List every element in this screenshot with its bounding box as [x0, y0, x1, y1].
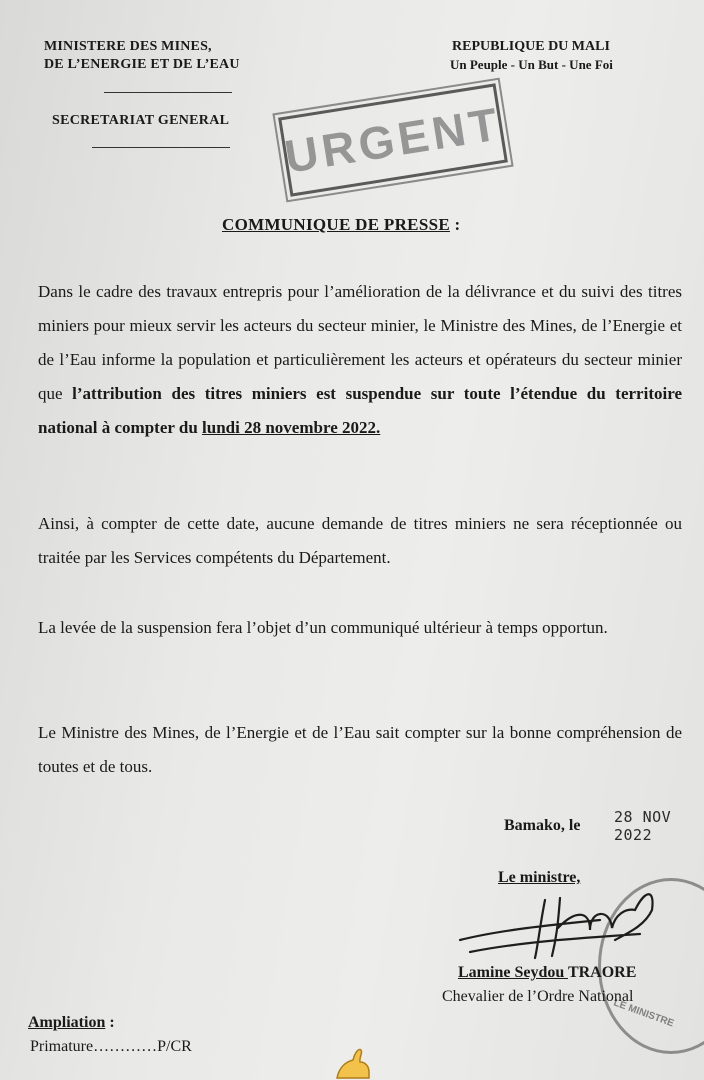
signatory-name — [458, 964, 636, 982]
title-label: COMMUNIQUE DE PRESSE — [222, 215, 450, 234]
signatory-last-name: TRAORE — [567, 964, 637, 981]
ampliation-label — [28, 1014, 115, 1032]
urgent-stamp: URGENT — [278, 83, 508, 196]
secretariat-general: SECRETARIAT GENERAL — [52, 113, 230, 128]
ampliation-word: Ampliation — [28, 1014, 106, 1031]
paragraph-announcement — [38, 275, 682, 445]
hand-emoji-icon — [333, 1044, 373, 1080]
place-line: Bamako, le — [504, 817, 581, 834]
date-stamp: 28 NOV 2022 — [614, 808, 672, 844]
announcement-text: Dans le cadre des travaux entrepris pour l’amélioration de la délivrance et du suivi des titres miniers pour mieux servir les acteurs du secteur minier, le Ministre des Mines, de l’Energie et de l’Eau informe la population et particulièrement les acteurs et opérateurs du secteur minier que — [38, 282, 682, 403]
signatory-first-name: Lamine Seydou — [458, 964, 568, 981]
ministry-header — [44, 38, 240, 74]
republic-header — [452, 38, 613, 74]
handwritten-signature — [440, 870, 670, 970]
paragraph-consequence: Ainsi, à compter de cette date, aucune demande de titres miniers ne sera réceptionnée ou traitée par les Services compétents du Département. — [38, 514, 682, 567]
secretariat-divider — [92, 147, 230, 148]
ministry-name-line1: MINISTERE DES MINES, — [44, 39, 212, 54]
announcement-date: lundi 28 novembre 2022. — [202, 418, 381, 437]
ampliation-suffix: : — [105, 1014, 115, 1031]
seal-text: LE MINISTRE — [612, 997, 676, 1030]
signatory-rank: Chevalier de l’Ordre National — [442, 988, 634, 1005]
paragraph-closing: Le Ministre des Mines, de l’Energie et de l’Eau sait compter sur la bonne compréhension de toutes et de tous. — [38, 723, 682, 776]
national-motto: Un Peuple - Un But - Une Foi — [450, 57, 613, 72]
title-suffix: : — [449, 215, 461, 234]
ministry-name-line2: DE L’ENERGIE ET DE L’EAU — [44, 57, 240, 72]
paragraph-lifting: La levée de la suspension fera l’objet d’un communiqué ultérieur à temps opportun. — [38, 618, 608, 637]
republic-name: REPUBLIQUE DU MALI — [452, 39, 610, 54]
announcement-bold: l’attribution des titres miniers est suspendue sur toute l’étendue du territoire national à compter du — [38, 384, 682, 437]
header-divider — [104, 92, 232, 93]
page-title — [222, 215, 460, 235]
ampliation-recipient: Primature…………P/CR — [30, 1038, 192, 1055]
signatory-title: Le ministre, — [498, 869, 581, 886]
